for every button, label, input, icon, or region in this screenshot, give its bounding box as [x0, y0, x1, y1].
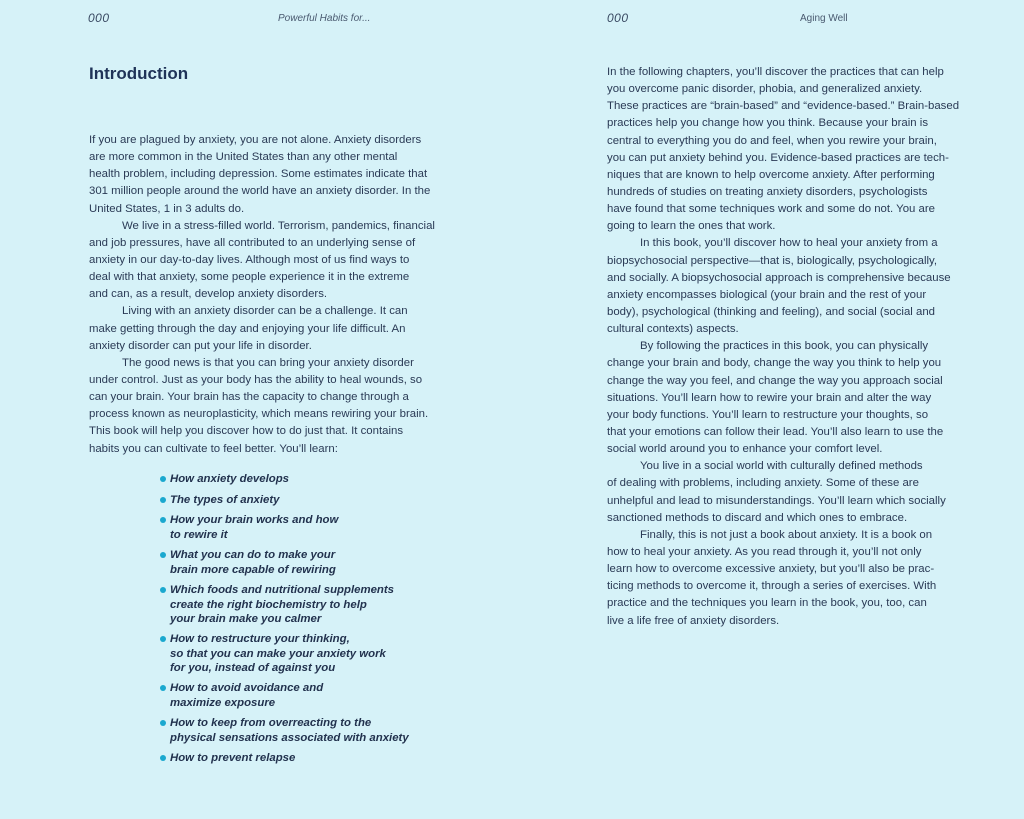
bullet-item: [160, 632, 386, 676]
bullet-text: How to avoid avoidance and: [170, 682, 324, 694]
text-line: practice and the techniques you learn in the book, you, too, can: [607, 597, 927, 610]
bullet-text: How to restructure your thinking,: [170, 633, 350, 645]
text-line: that your emotions can follow their lead. You’ll also learn to use the: [607, 425, 944, 438]
bullet-text: What you can do to make your: [170, 549, 336, 561]
text-line: and socially. A biopsychosocial approach is comprehensive because: [607, 271, 951, 284]
text-line: can your brain. Your brain has the capacity to change through a: [89, 391, 409, 404]
text-line: change your brain and body, change the way you think to help you: [607, 357, 942, 370]
text-line: and can, as a result, develop anxiety disorders.: [89, 288, 328, 301]
bullet-item: [160, 751, 295, 766]
text-line: We live in a stress-filled world. Terrorism, pandemics, financial: [122, 219, 435, 232]
text-line: live a life free of anxiety disorders.: [607, 614, 780, 627]
text-line: niques that are known to help overcome anxiety. After performing: [607, 168, 935, 181]
bullet-item: [160, 583, 394, 627]
bullet-text: your brain make you calmer: [170, 613, 322, 625]
right-running-head: Aging Well: [800, 13, 848, 24]
text-line: of dealing with problems, including anxiety. Some of these are: [607, 477, 919, 490]
text-line: The good news is that you can bring your anxiety disorder: [122, 356, 414, 369]
text-line: If you are plagued by anxiety, you are not alone. Anxiety disorders: [89, 134, 422, 146]
text-line: you can put anxiety behind you. Evidence-based practices are tech-: [607, 151, 949, 164]
text-line: Finally, this is not just a book about anxiety. It is a book on: [640, 528, 933, 541]
bullet-item: [160, 548, 336, 577]
text-line: make getting through the day and enjoying your life difficult. An: [89, 322, 406, 335]
bullet-dot-icon: [160, 720, 166, 726]
text-line: have found that some techniques work and some do not. You are: [607, 203, 936, 216]
text-line: central to everything you do and feel, when you rewire your brain,: [607, 134, 937, 147]
bullet-item: [160, 716, 409, 745]
bullet-dot-icon: [160, 587, 166, 593]
left-body-text: [89, 132, 435, 458]
bullet-dot-icon: [160, 517, 166, 523]
text-line: social world around you to enhance your comfort level.: [607, 443, 883, 456]
text-line: anxiety encompasses biological (your brain and the rest of your: [607, 288, 927, 301]
text-line: By following the practices in this book, you can physically: [640, 340, 929, 353]
right-page-number: 000: [607, 11, 629, 25]
text-line: Living with an anxiety disorder can be a challenge. It can: [122, 305, 408, 318]
text-line: health problem, including depression. Some estimates indicate that: [89, 168, 428, 181]
text-line: anxiety disorder can put your life in disorder.: [89, 339, 312, 352]
text-line: In the following chapters, you’ll discover the practices that can help: [607, 66, 944, 78]
text-line: learn how to overcome excessive anxiety, but you’ll also be prac-: [607, 563, 935, 576]
text-line: sanctioned methods to discard and which ones to embrace.: [607, 511, 908, 524]
text-line: cultural contexts) aspects.: [607, 323, 739, 336]
bullet-dot-icon: [160, 685, 166, 691]
bullet-text: for you, instead of against you: [170, 662, 336, 674]
text-line: process known as neuroplasticity, which means rewiring your brain.: [89, 408, 429, 421]
bullet-dot-icon: [160, 552, 166, 558]
bullet-dot-icon: [160, 755, 166, 761]
text-line: 301 million people around the world have an anxiety disorder. In the: [89, 185, 431, 198]
text-line: ticing methods to overcome it, through a series of exercises. With: [607, 580, 937, 593]
left-page-number: 000: [88, 11, 110, 25]
text-line: You live in a social world with culturally defined methods: [640, 460, 923, 473]
bullet-text: How to prevent relapse: [170, 752, 296, 764]
bullet-text: create the right biochemistry to help: [170, 598, 367, 611]
bullet-text: Which foods and nutritional supplements: [170, 584, 395, 596]
text-line: how to heal your anxiety. As you read through it, you’ll not only: [607, 545, 922, 558]
text-line: practices help you change how you think. Because your brain is: [607, 117, 929, 130]
bullet-text: The types of anxiety: [170, 493, 280, 506]
bullet-item: [160, 681, 323, 710]
chapter-heading: Introduction: [89, 64, 189, 83]
bullet-item: [160, 513, 338, 542]
text-line: In this book, you’ll discover how to heal your anxiety from a: [640, 237, 938, 250]
text-line: body), psychological (thinking and feeling), and social (social and: [607, 305, 935, 318]
text-line: under control. Just as your body has the ability to heal wounds, so: [89, 373, 423, 386]
text-line: going to learn the ones that work.: [607, 220, 776, 233]
bullet-text: How your brain works and how: [170, 514, 339, 526]
text-line: you overcome panic disorder, phobia, and generalized anxiety.: [607, 83, 923, 96]
text-line: your body functions. You’ll learn to restructure your thoughts, so: [607, 408, 929, 421]
bullet-item: [160, 493, 280, 508]
text-line: hundreds of studies on treating anxiety disorders, psychologists: [607, 185, 928, 198]
bullet-text: How anxiety develops: [170, 473, 290, 485]
text-line: situations. You’ll learn how to rewire your brain and alter the way: [607, 391, 932, 404]
text-line: These practices are “brain-based” and “evidence-based.” Brain-based: [607, 100, 960, 113]
text-line: change the way you feel, and change the way you approach social: [607, 374, 943, 387]
right-body-text: [607, 64, 959, 630]
text-line: and job pressures, have all contributed to an underlying sense of: [89, 236, 416, 249]
text-line: United States, 1 in 3 adults do.: [89, 202, 245, 215]
text-line: habits you can cultivate to feel better. You’ll learn:: [89, 442, 338, 455]
bullet-dot-icon: [160, 476, 166, 482]
text-line: This book will help you discover how to do just that. It contains: [89, 425, 404, 438]
bullet-text: maximize exposure: [170, 696, 276, 709]
bullet-text: physical sensations associated with anxiety: [170, 731, 409, 744]
text-line: anxiety in our day-to-day lives. Although most of us find ways to: [89, 253, 410, 266]
bullet-text: so that you can make your anxiety work: [170, 647, 386, 660]
bullet-text: to rewire it: [170, 528, 228, 541]
bullet-text: brain more capable of rewiring: [170, 563, 336, 576]
bullet-dot-icon: [160, 636, 166, 642]
text-line: unhelpful and lead to misunderstandings. You’ll learn which socially: [607, 494, 946, 507]
text-line: deal with that anxiety, some people experience it in the extreme: [89, 271, 410, 284]
bullet-dot-icon: [160, 497, 166, 503]
left-running-head: Powerful Habits for...: [278, 13, 371, 24]
text-line: biopsychosocial perspective—that is, biologically, psychologically,: [607, 254, 938, 267]
text-line: are more common in the United States than any other mental: [89, 151, 398, 164]
bullet-text: How to keep from overreacting to the: [170, 717, 372, 729]
bullet-item: [160, 472, 289, 487]
